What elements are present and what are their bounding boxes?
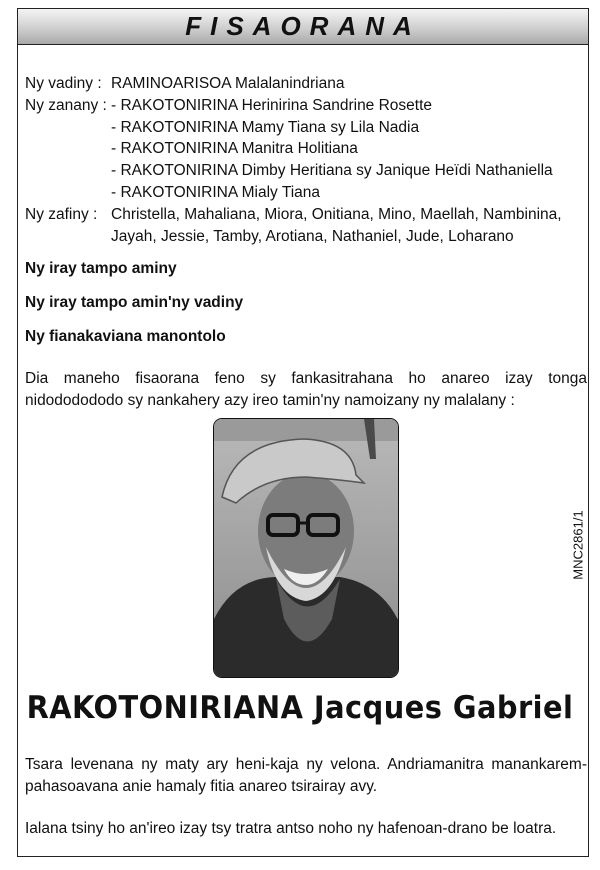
spouse-label: Ny vadiny : xyxy=(25,75,102,92)
children-list xyxy=(111,95,590,204)
relatives-line-siblings: Ny iray tampo aminy xyxy=(25,260,177,277)
child-item: - RAKOTONIRINA Mialy Tiana xyxy=(111,183,321,201)
message-paragraph-2: Ialana tsiny ho an'ireo izay tsy tratra antso noho ny hafenoan-drano be loatra. xyxy=(25,820,557,837)
grandchildren-row xyxy=(25,204,590,248)
reference-code-text: MNC2861/1 xyxy=(570,510,586,580)
relatives-line-inlaws: Ny iray tampo amin'ny vadiny xyxy=(25,294,244,311)
intro-paragraph: Dia maneho fisaorana feno sy fankasitrahana ho anareo izay tonga nidododododo sy nankahery azy ireo tamin'ny namoizany ny malalany : xyxy=(25,370,587,409)
relatives-line-family: Ny fianakaviana manontolo xyxy=(25,328,226,345)
message-paragraph-1: Tsara levenana ny maty ary heni-kaja ny velona. Andriamanitra manankarem-pahasoavana anie hamaly fitia anareo tsirairay avy. xyxy=(25,756,587,795)
children-label: Ny zanany : xyxy=(25,96,107,114)
child-item: - RAKOTONIRINA Manitra Holitiana xyxy=(111,140,358,158)
grandchildren-label: Ny zafiny : xyxy=(25,205,98,223)
spouse-name: RAMINOARISOA Malalanindriana xyxy=(111,75,345,92)
portrait-image xyxy=(214,419,399,678)
spouse-row xyxy=(25,73,590,95)
children-row xyxy=(25,95,590,204)
reference-code xyxy=(570,505,586,585)
deceased-name: RAKOTONIRIANA Jacques Gabriel xyxy=(26,690,574,726)
header-banner xyxy=(17,8,589,45)
notice-title: FISAORANA xyxy=(185,11,421,41)
child-item: - RAKOTONIRINA Herinirina Sandrine Rosette xyxy=(111,96,433,114)
grandchildren-names: Christella, Mahaliana, Miora, Onitiana, Mino, Maellah, Nambinina, Jayah, Jessie, Tamby, Arotiana, Nathaniel, Jude, Loharano xyxy=(111,205,562,245)
family-list xyxy=(25,73,590,247)
child-item: - RAKOTONIRINA Dimby Heritiana sy Janique Heïdi Nathaniella xyxy=(111,162,553,180)
child-item: - RAKOTONIRINA Mamy Tiana sy Lila Nadia xyxy=(111,118,420,136)
deceased-photo xyxy=(213,418,399,678)
